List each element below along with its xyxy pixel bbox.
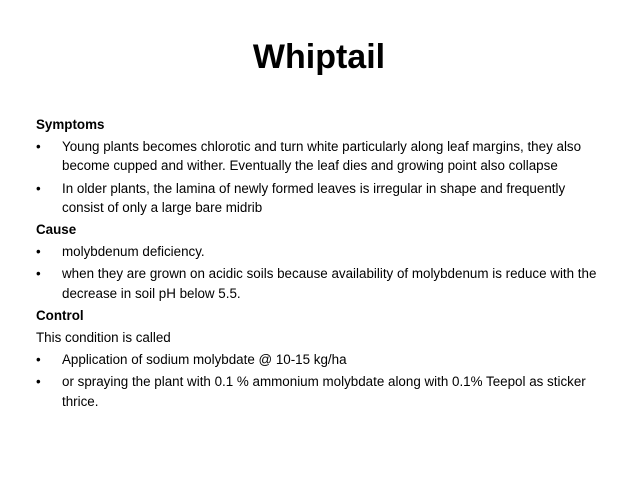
- bullet-item: [36, 350, 606, 369]
- control-intro: This condition is called: [36, 330, 171, 346]
- bullet-item: [36, 137, 606, 175]
- bullet-item: [36, 264, 606, 302]
- section-heading-symptoms: Symptoms: [36, 117, 105, 132]
- bullet-item: [36, 242, 606, 261]
- bullet-item: [36, 372, 606, 410]
- bullet-text: when they are grown on acidic soils because availability of molybdenum is reduce with the decrease in soil pH below 5.5.: [62, 266, 597, 301]
- bullet-marker: •: [36, 374, 41, 390]
- bullet-marker: •: [36, 180, 41, 196]
- bullet-marker: •: [36, 266, 41, 282]
- bullet-text: Application of sodium molybdate @ 10-15 kg/ha: [62, 352, 347, 368]
- bullet-text: In older plants, the lamina of newly formed leaves is irregular in shape and frequently consist of only a large bare midrib: [62, 180, 566, 215]
- bullet-marker: •: [36, 244, 41, 260]
- bullet-item: [36, 179, 606, 217]
- bullet-text: Young plants becomes chlorotic and turn white particularly along leaf margins, they also become cupped and wither. Eventually the leaf dies and growing point also collapse: [62, 139, 582, 174]
- bullet-marker: •: [36, 352, 41, 368]
- bullet-text: or spraying the plant with 0.1 % ammonium molybdate along with 0.1% Teepol as sticker thrice.: [62, 374, 586, 409]
- bullet-text: molybdenum deficiency.: [62, 244, 205, 260]
- section-heading-control: Control: [36, 307, 84, 323]
- section-heading-cause: Cause: [36, 222, 77, 238]
- bullet-marker: •: [36, 139, 41, 155]
- slide-title: Whiptail: [252, 38, 386, 76]
- slide-content: [36, 115, 606, 414]
